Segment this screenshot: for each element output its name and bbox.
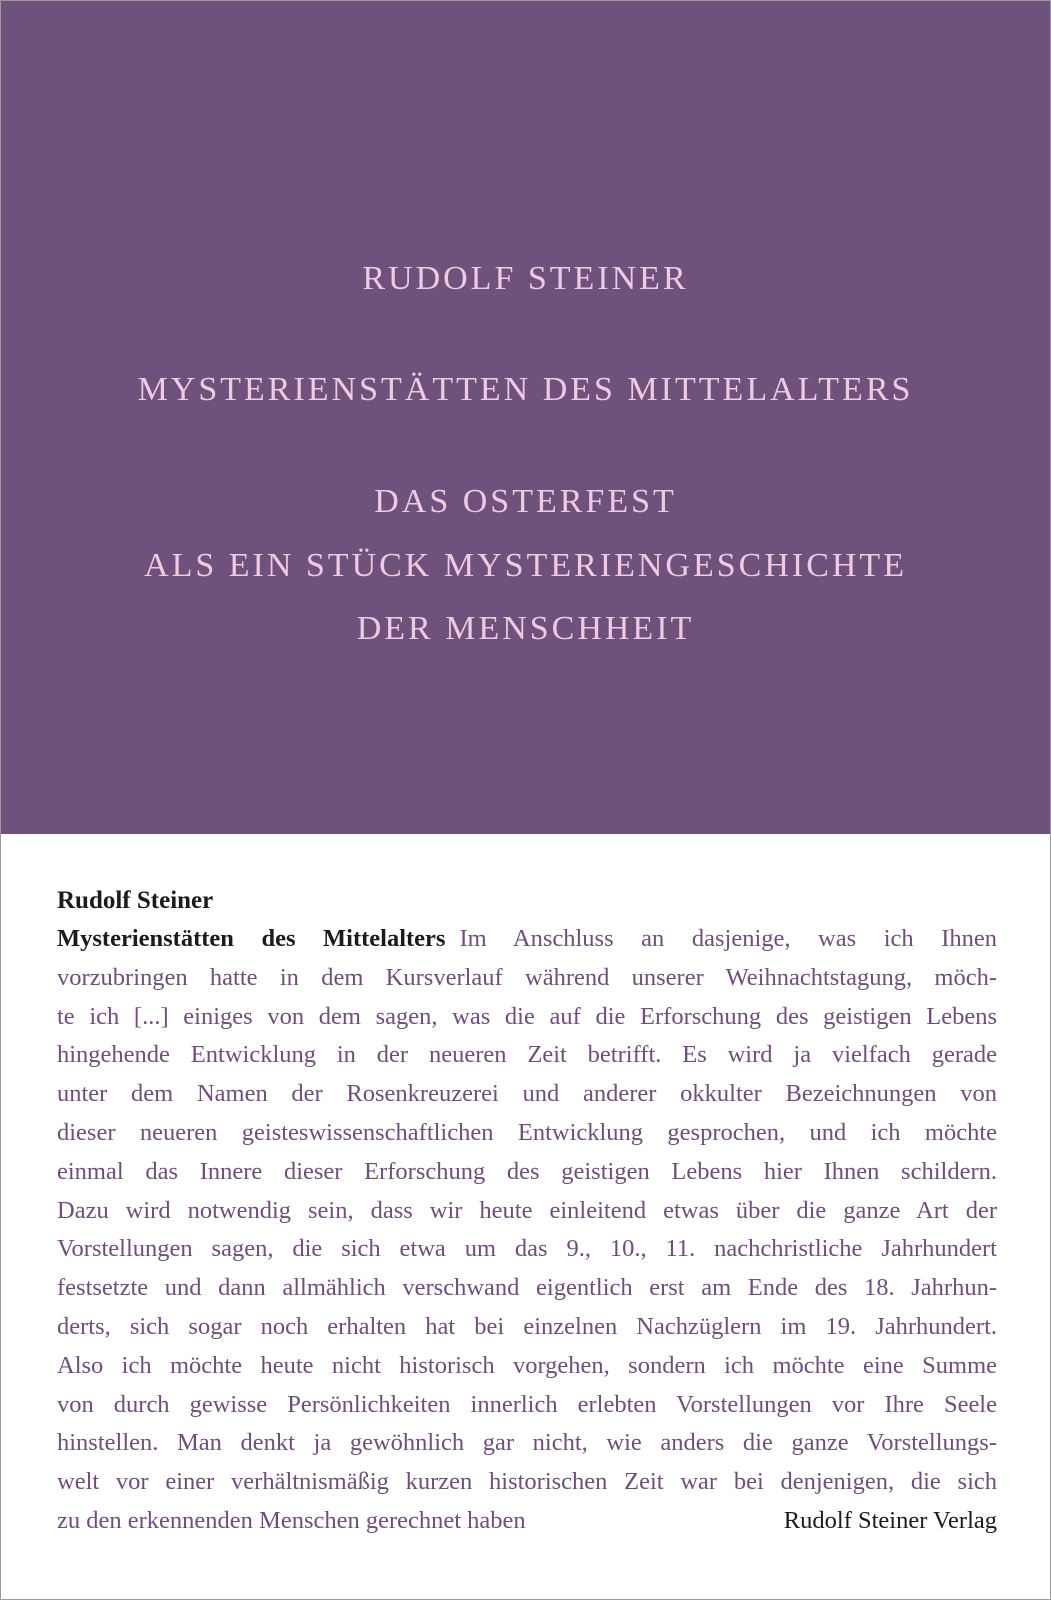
- blurb-panel: [57, 881, 997, 1541]
- blurb-title: Mysterienstätten des Mittelalters: [57, 925, 446, 952]
- blurb-text-line: te ich [...] einiges von dem sagen, was die auf die Erforschung des geistigen Lebens: [57, 1002, 997, 1030]
- cover-subtitle-line: DER MENSCHHEIT: [356, 610, 695, 647]
- cover-title: MYSTERIENSTÄTTEN DES MITTELALTERS: [137, 371, 914, 408]
- blurb-text-line: zu den erkennenden Menschen gerechnet haben: [57, 1506, 526, 1534]
- blurb-last-line: [57, 1502, 997, 1541]
- blurb-text-line: derts, sich sogar noch erhalten hat bei einzelnen Nachzüglern im 19. Jahrhundert.: [57, 1312, 997, 1340]
- blurb-text-line: vorzubringen hatte in dem Kursverlauf während unserer Weihnachtstagung, möch-: [57, 963, 997, 991]
- blurb-text-line: hingehende Entwicklung in der neueren Zeit betrifft. Es wird ja vielfach gerade: [57, 1041, 997, 1069]
- publisher-name: Rudolf Steiner Verlag: [783, 1506, 997, 1534]
- cover-subtitle-line: DAS OSTERFEST: [374, 483, 677, 520]
- blurb-text-line: hinstellen. Man denkt ja gewöhnlich gar nicht, wie anders die ganze Vorstellungs-: [57, 1429, 997, 1457]
- cover-title-panel: [1, 1, 1050, 834]
- cover-subtitle-line: ALS EIN STÜCK MYSTERIENGESCHICHTE: [144, 547, 907, 584]
- cover-author: RUDOLF STEINER: [362, 260, 689, 297]
- blurb-text-line: Im Anschluss an dasjenige, was ich Ihnen: [459, 925, 997, 952]
- blurb-text-line: Dazu wird notwendig sein, dass wir heute einleitend etwas über die ganze Art der: [57, 1196, 997, 1224]
- blurb-text-line: unter dem Namen der Rosenkreuzerei und anderer okkulter Bezeichnungen von: [57, 1080, 997, 1108]
- blurb-text-line: festsetzte und dann allmählich verschwand eigentlich erst am Ende des 18. Jahrhun-: [57, 1274, 997, 1302]
- blurb-first-line: [57, 920, 997, 959]
- blurb-text-line: dieser neueren geisteswissenschaftlichen Entwicklung gesprochen, und ich möchte: [57, 1118, 997, 1146]
- blurb-author: Rudolf Steiner: [57, 887, 214, 914]
- blurb-text-line: welt vor einer verhältnismäßig kurzen historischen Zeit war bei denjenigen, die sich: [57, 1468, 997, 1496]
- blurb-text-line: Also ich möchte heute nicht historisch vorgehen, sondern ich möchte eine Summe: [57, 1351, 997, 1379]
- blurb-text-line: einmal das Innere dieser Erforschung des geistigen Lebens hier Ihnen schildern.: [57, 1157, 997, 1185]
- blurb-text-line: von durch gewisse Persönlichkeiten innerlich erlebten Vorstellungen vor Ihre Seele: [57, 1390, 997, 1418]
- blurb-text-line: Vorstellungen sagen, die sich etwa um das 9., 10., 11. nachchristliche Jahrhundert: [57, 1235, 997, 1263]
